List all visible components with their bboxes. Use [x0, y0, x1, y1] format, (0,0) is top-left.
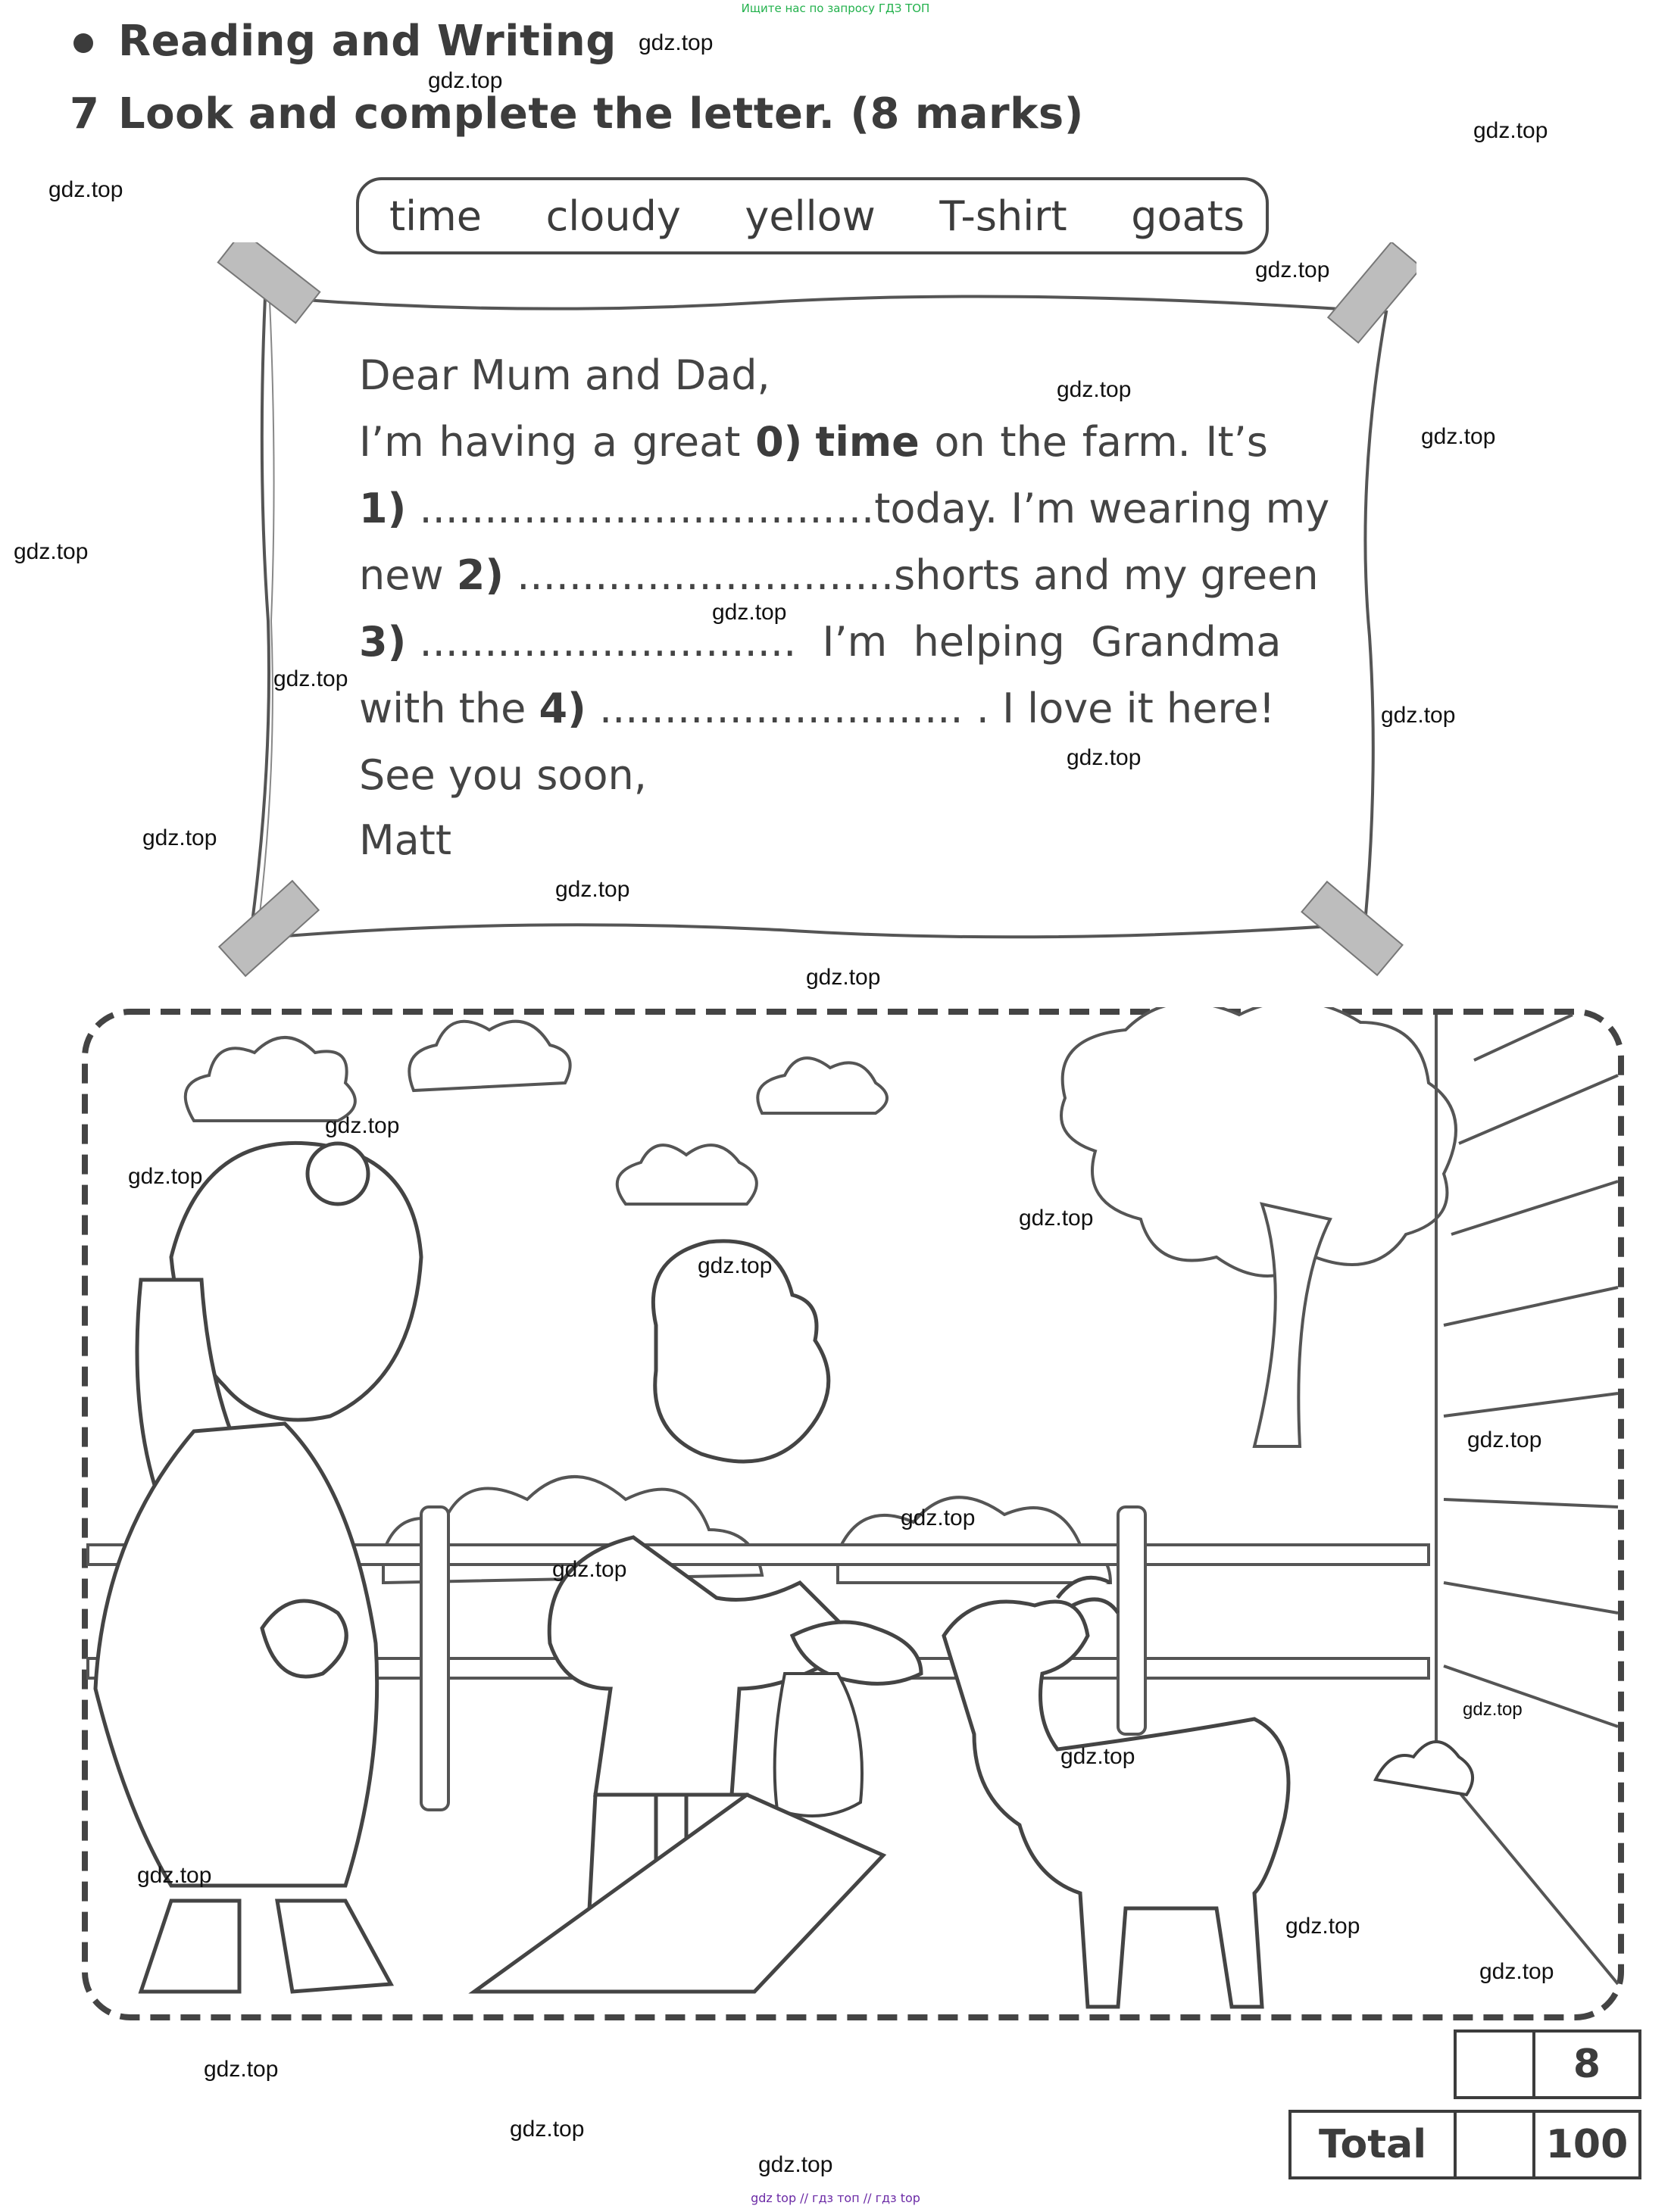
exercise-number: 7 [70, 89, 100, 139]
watermark: gdz.top [137, 1863, 212, 1888]
watermark: gdz.top [428, 68, 503, 93]
letter-greeting: Dear Mum and Dad, [359, 351, 770, 399]
word-tshirt: T-shirt [939, 192, 1067, 240]
word-time: time [389, 192, 483, 240]
word-yellow: yellow [745, 192, 876, 240]
watermark: gdz.top [712, 600, 787, 625]
letter-line-5: with the 4) ............................ . I love it here! [359, 685, 1276, 732]
watermark: gdz.top [1255, 257, 1330, 282]
answer-0: time [815, 418, 920, 466]
tree-icon [1061, 1007, 1456, 1446]
watermark: gdz.top [128, 1164, 203, 1189]
letter-line-1: I’m having a great 0) time on the farm. It’s [359, 418, 1268, 466]
watermark: gdz.top [14, 539, 89, 564]
section-title: Reading and Writing [118, 17, 617, 66]
watermark: gdz.top [1421, 424, 1496, 449]
watermark: gdz.top [204, 2057, 279, 2082]
watermark: gdz.top [325, 1113, 400, 1138]
watermark: gdz.top [1285, 1914, 1360, 1939]
letter-line-2: 1) ................................... today. I’m wearing my [359, 485, 1330, 532]
watermark: gdz.top [1479, 1959, 1554, 1984]
farm-illustration [80, 1007, 1626, 2022]
blank-4[interactable]: ............................ [598, 685, 964, 732]
watermark: gdz.top [142, 825, 217, 850]
letter-signature: Matt [359, 816, 452, 864]
watermark: gdz.top [555, 877, 630, 902]
marks-possible: 8 [1532, 2029, 1641, 2099]
total-label: Total [1288, 2110, 1457, 2179]
watermark: gdz.top [1057, 377, 1132, 402]
watermark: gdz.top [1467, 1427, 1542, 1452]
exercise-instruction: Look and complete the letter. (8 marks) [118, 89, 1084, 139]
blank-1[interactable]: ................................... [419, 485, 875, 532]
letter-closing: See you soon, [359, 751, 647, 799]
letter-line-3: new 2) ............................. shorts and my green [359, 551, 1319, 599]
watermark: gdz.top [806, 965, 881, 990]
watermark: gdz.top [1473, 118, 1548, 143]
watermark: gdz.top [698, 1253, 773, 1278]
bullet-icon [73, 33, 93, 53]
word-cloudy: cloudy [545, 192, 681, 240]
word-goats: goats [1131, 192, 1245, 240]
watermark: gdz.top [1463, 1699, 1523, 1720]
watermark: gdz.top [758, 2152, 833, 2177]
watermark: gdz.top [273, 666, 348, 691]
bottom-note: gdz top // гдз топ // гдз top [751, 2191, 920, 2205]
trough-icon [474, 1795, 883, 1992]
watermark: gdz.top [1067, 745, 1142, 770]
goat-icon [944, 1577, 1288, 2007]
total-earned-box[interactable] [1454, 2110, 1535, 2179]
top-search-note: Ищите нас по запросу ГДЗ ТОП [741, 2, 930, 15]
watermark: gdz.top [1019, 1206, 1094, 1231]
total-value: 100 [1532, 2110, 1641, 2179]
marks-earned-box[interactable] [1454, 2029, 1535, 2099]
watermark: gdz.top [552, 1557, 627, 1582]
watermark: gdz.top [48, 177, 123, 202]
hay-icon [775, 1674, 862, 1816]
watermark: gdz.top [1381, 703, 1456, 728]
watermark: gdz.top [901, 1505, 976, 1530]
watermark: gdz.top [639, 30, 714, 55]
blank-2[interactable]: ............................. [517, 551, 895, 599]
barn-wall-icon [1436, 1015, 1618, 1984]
watermark: gdz.top [510, 2117, 585, 2142]
blank-3[interactable]: ............................ [419, 618, 784, 666]
watermark: gdz.top [1060, 1744, 1135, 1769]
letter-line-4: 3) ............................ . I’m helping Grandma [359, 618, 1282, 666]
